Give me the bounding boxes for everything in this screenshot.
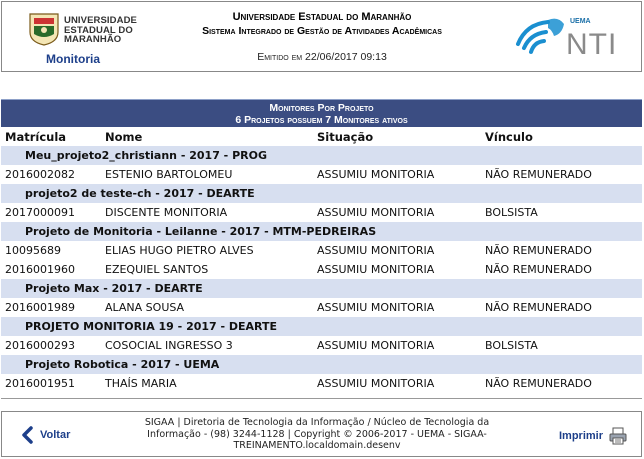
- column-header-matricula: Matrícula: [1, 127, 101, 146]
- table-row: [1, 374, 642, 393]
- cell-situacao: ASSUMIU MONITORIA: [313, 203, 481, 222]
- page-footer: [1, 411, 642, 457]
- nti-small-label: UEMA: [570, 18, 591, 25]
- report-header: [1, 1, 642, 72]
- column-header-vinculo: Vínculo: [481, 127, 642, 146]
- footer-info: [102, 417, 532, 452]
- project-name: projeto2 de teste-ch - 2017 - DEARTE: [1, 184, 642, 203]
- column-header-nome: Nome: [101, 127, 313, 146]
- cell-nome: COSOCIAL INGRESSO 3: [101, 336, 313, 355]
- cell-nome: ALANA SOUSA: [101, 298, 313, 317]
- cell-vinculo: BOLSISTA: [481, 203, 642, 222]
- footer-line: SIGAA | Diretoria de Tecnologia da Informação / Núcleo de Tecnologia da: [144, 417, 490, 428]
- report-bottom-border: [1, 393, 642, 399]
- table-row: [1, 165, 642, 184]
- cell-situacao: ASSUMIU MONITORIA: [313, 260, 481, 279]
- project-group-row: [1, 279, 642, 298]
- university-shield-icon: [28, 12, 60, 46]
- table-row: [1, 336, 642, 355]
- nti-logo: [512, 10, 622, 65]
- cell-situacao: ASSUMIU MONITORIA: [313, 165, 481, 184]
- cell-nome: DISCENTE MONITORIA: [101, 203, 313, 222]
- project-name: PROJETO MONITORIA 19 - 2017 - DEARTE: [1, 317, 642, 336]
- print-button[interactable]: [559, 426, 628, 446]
- column-header-situacao: Situação: [313, 127, 481, 146]
- cell-matricula: 2016001960: [1, 260, 101, 279]
- project-group-row: [1, 222, 642, 241]
- emission-date: Emitido em 22/06/2017 09:13: [257, 51, 387, 63]
- monitors-table: [1, 127, 642, 393]
- cell-situacao: ASSUMIU MONITORIA: [313, 298, 481, 317]
- cell-situacao: ASSUMIU MONITORIA: [313, 336, 481, 355]
- module-name: Monitoria: [46, 52, 100, 66]
- cell-vinculo: NÃO REMUNERADO: [481, 241, 642, 260]
- table-header-row: [1, 127, 642, 146]
- header-titles: [152, 11, 492, 63]
- printer-icon: [608, 426, 628, 446]
- chevron-left-icon: [20, 426, 34, 444]
- cell-matricula: 2016000293: [1, 336, 101, 355]
- cell-nome: EZEQUIEL SANTOS: [101, 260, 313, 279]
- cell-vinculo: NÃO REMUNERADO: [481, 374, 642, 393]
- project-name: Meu_projeto2_christiann - 2017 - PROG: [1, 146, 642, 165]
- cell-matricula: 2016001989: [1, 298, 101, 317]
- report-summary: 6 Projetos possuem 7 Monitores ativos: [235, 114, 408, 126]
- cell-nome: ESTENIO BARTOLOMEU: [101, 165, 313, 184]
- project-group-row: [1, 317, 642, 336]
- page-subtitle: Sistema Integrado de Gestão de Atividades Acadêmicas: [202, 25, 442, 37]
- print-label: Imprimir: [559, 430, 604, 442]
- university-name-line: MARANHÃO: [64, 34, 122, 45]
- table-body: [1, 146, 642, 393]
- uema-logo: [26, 10, 136, 50]
- cell-matricula: 10095689: [1, 241, 101, 260]
- project-name: Projeto Max - 2017 - DEARTE: [1, 279, 642, 298]
- cell-vinculo: NÃO REMUNERADO: [481, 165, 642, 184]
- table-row: [1, 298, 642, 317]
- cell-situacao: ASSUMIU MONITORIA: [313, 241, 481, 260]
- cell-nome: ELIAS HUGO PIETRO ALVES: [101, 241, 313, 260]
- university-name-line: ESTADUAL DO: [64, 24, 133, 36]
- project-name: Projeto Robotica - 2017 - UEMA: [1, 355, 642, 374]
- back-label: Voltar: [40, 429, 71, 441]
- cell-vinculo: NÃO REMUNERADO: [481, 298, 642, 317]
- project-name: Projeto de Monitoria - Leilanne - 2017 - MTM-PEDREIRAS: [1, 222, 642, 241]
- cell-matricula: 2016001951: [1, 374, 101, 393]
- project-group-row: [1, 146, 642, 165]
- report-title-bar: [1, 99, 642, 127]
- table-row: [1, 203, 642, 222]
- cell-vinculo: BOLSISTA: [481, 336, 642, 355]
- project-group-row: [1, 184, 642, 203]
- nti-logo-text: NTI: [566, 28, 618, 61]
- cell-vinculo: NÃO REMUNERADO: [481, 260, 642, 279]
- back-button[interactable]: [20, 426, 70, 444]
- monitors-report: [1, 99, 642, 399]
- report-title: Monitores Por Projeto: [269, 102, 374, 114]
- university-name-line: UNIVERSIDADE: [64, 15, 137, 26]
- cell-nome: THAÍS MARIA: [101, 374, 313, 393]
- footer-line: TREINAMENTO.localdomain.desenv: [233, 440, 401, 451]
- footer-line: Informação - (98) 3244-1128 | Copyright © 2006-2017 - UEMA - SIGAA-: [147, 428, 487, 440]
- cell-situacao: ASSUMIU MONITORIA: [313, 374, 481, 393]
- table-row: [1, 241, 642, 260]
- cell-matricula: 2017000091: [1, 203, 101, 222]
- cell-matricula: 2016002082: [1, 165, 101, 184]
- table-row: [1, 260, 642, 279]
- project-group-row: [1, 355, 642, 374]
- page-title: Universidade Estadual do Maranhão: [232, 11, 412, 23]
- wifi-waves-icon: [518, 22, 548, 52]
- university-name: [64, 16, 137, 45]
